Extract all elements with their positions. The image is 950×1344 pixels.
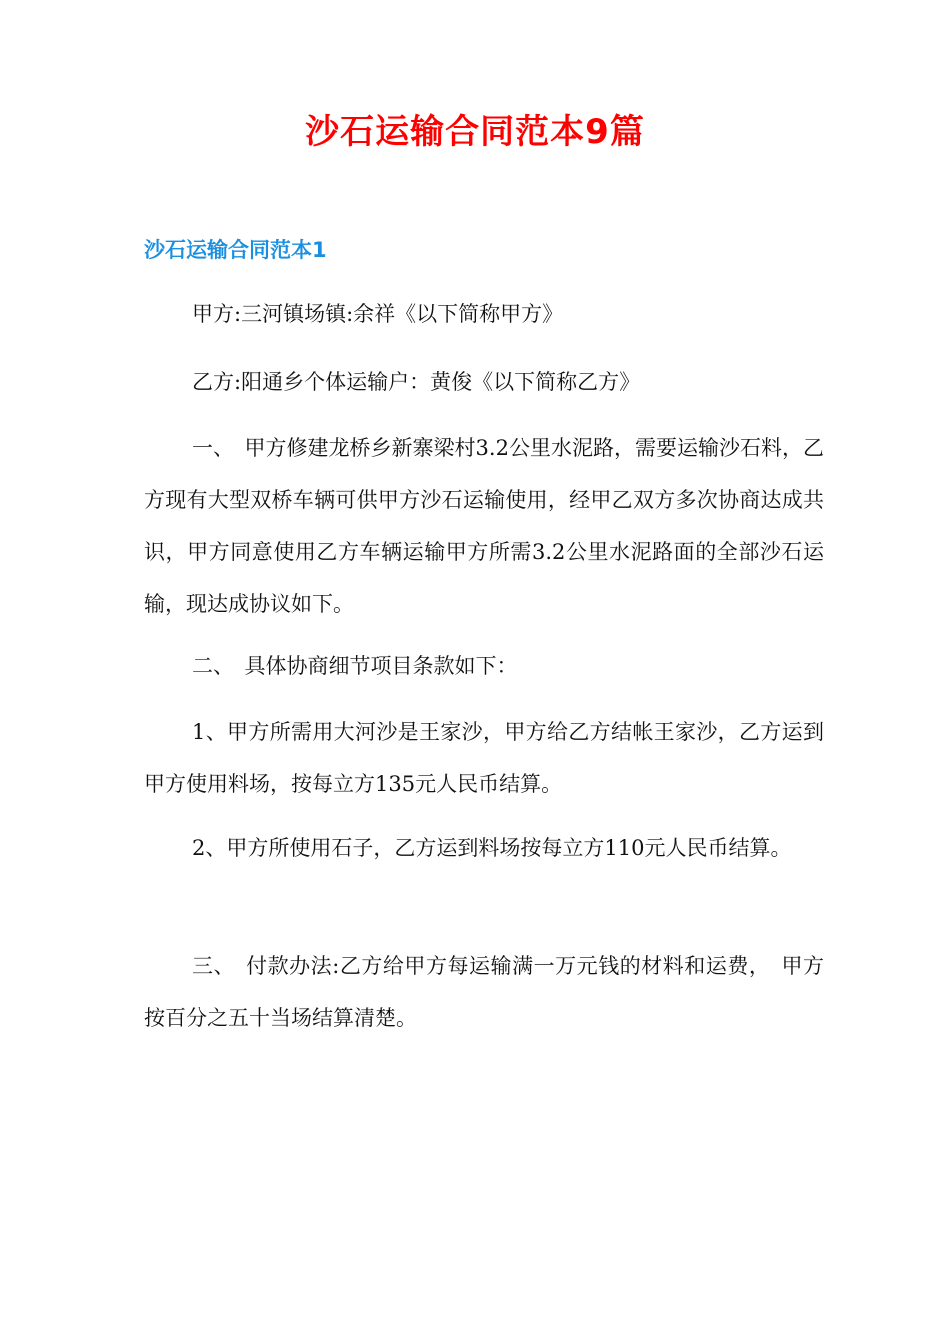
clause-one-paragraph: 一、 甲方修建龙桥乡新寨梁村3.2公里水泥路，需要运输沙石料，乙方现有大型双桥车辆可供甲方沙石运输使用，经甲乙双方多次协商达成共识，甲方同意使用乙方车辆运输甲方所需3.2公里水泥路面的全部沙石运输，现达成协议如下。 xyxy=(144,436,824,616)
party-a-paragraph: 甲方:三河镇场镇:余祥《以下简称甲方》 xyxy=(192,302,564,326)
document-title: 沙石运输合同范本9篇 xyxy=(305,112,645,152)
party-b-paragraph: 乙方:阳通乡个体运输户：黄俊《以下简称乙方》 xyxy=(192,370,641,394)
clause-three-paragraph: 三、 付款办法:乙方给甲方每运输满一万元钱的材料和运费， 甲方按百分之五十当场结算清楚。 xyxy=(144,954,824,1030)
section-heading: 沙石运输合同范本1 xyxy=(144,238,327,262)
clause-two-paragraph: 二、 具体协商细节项目条款如下： xyxy=(192,654,518,678)
item-one-paragraph: 1、甲方所需用大河沙是王家沙，甲方给乙方结帐王家沙，乙方运到甲方使用料场，按每立方135元人民币结算。 xyxy=(144,720,824,796)
item-two-paragraph: 2、甲方所使用石子，乙方运到料场按每立方110元人民币结算。 xyxy=(192,836,792,860)
